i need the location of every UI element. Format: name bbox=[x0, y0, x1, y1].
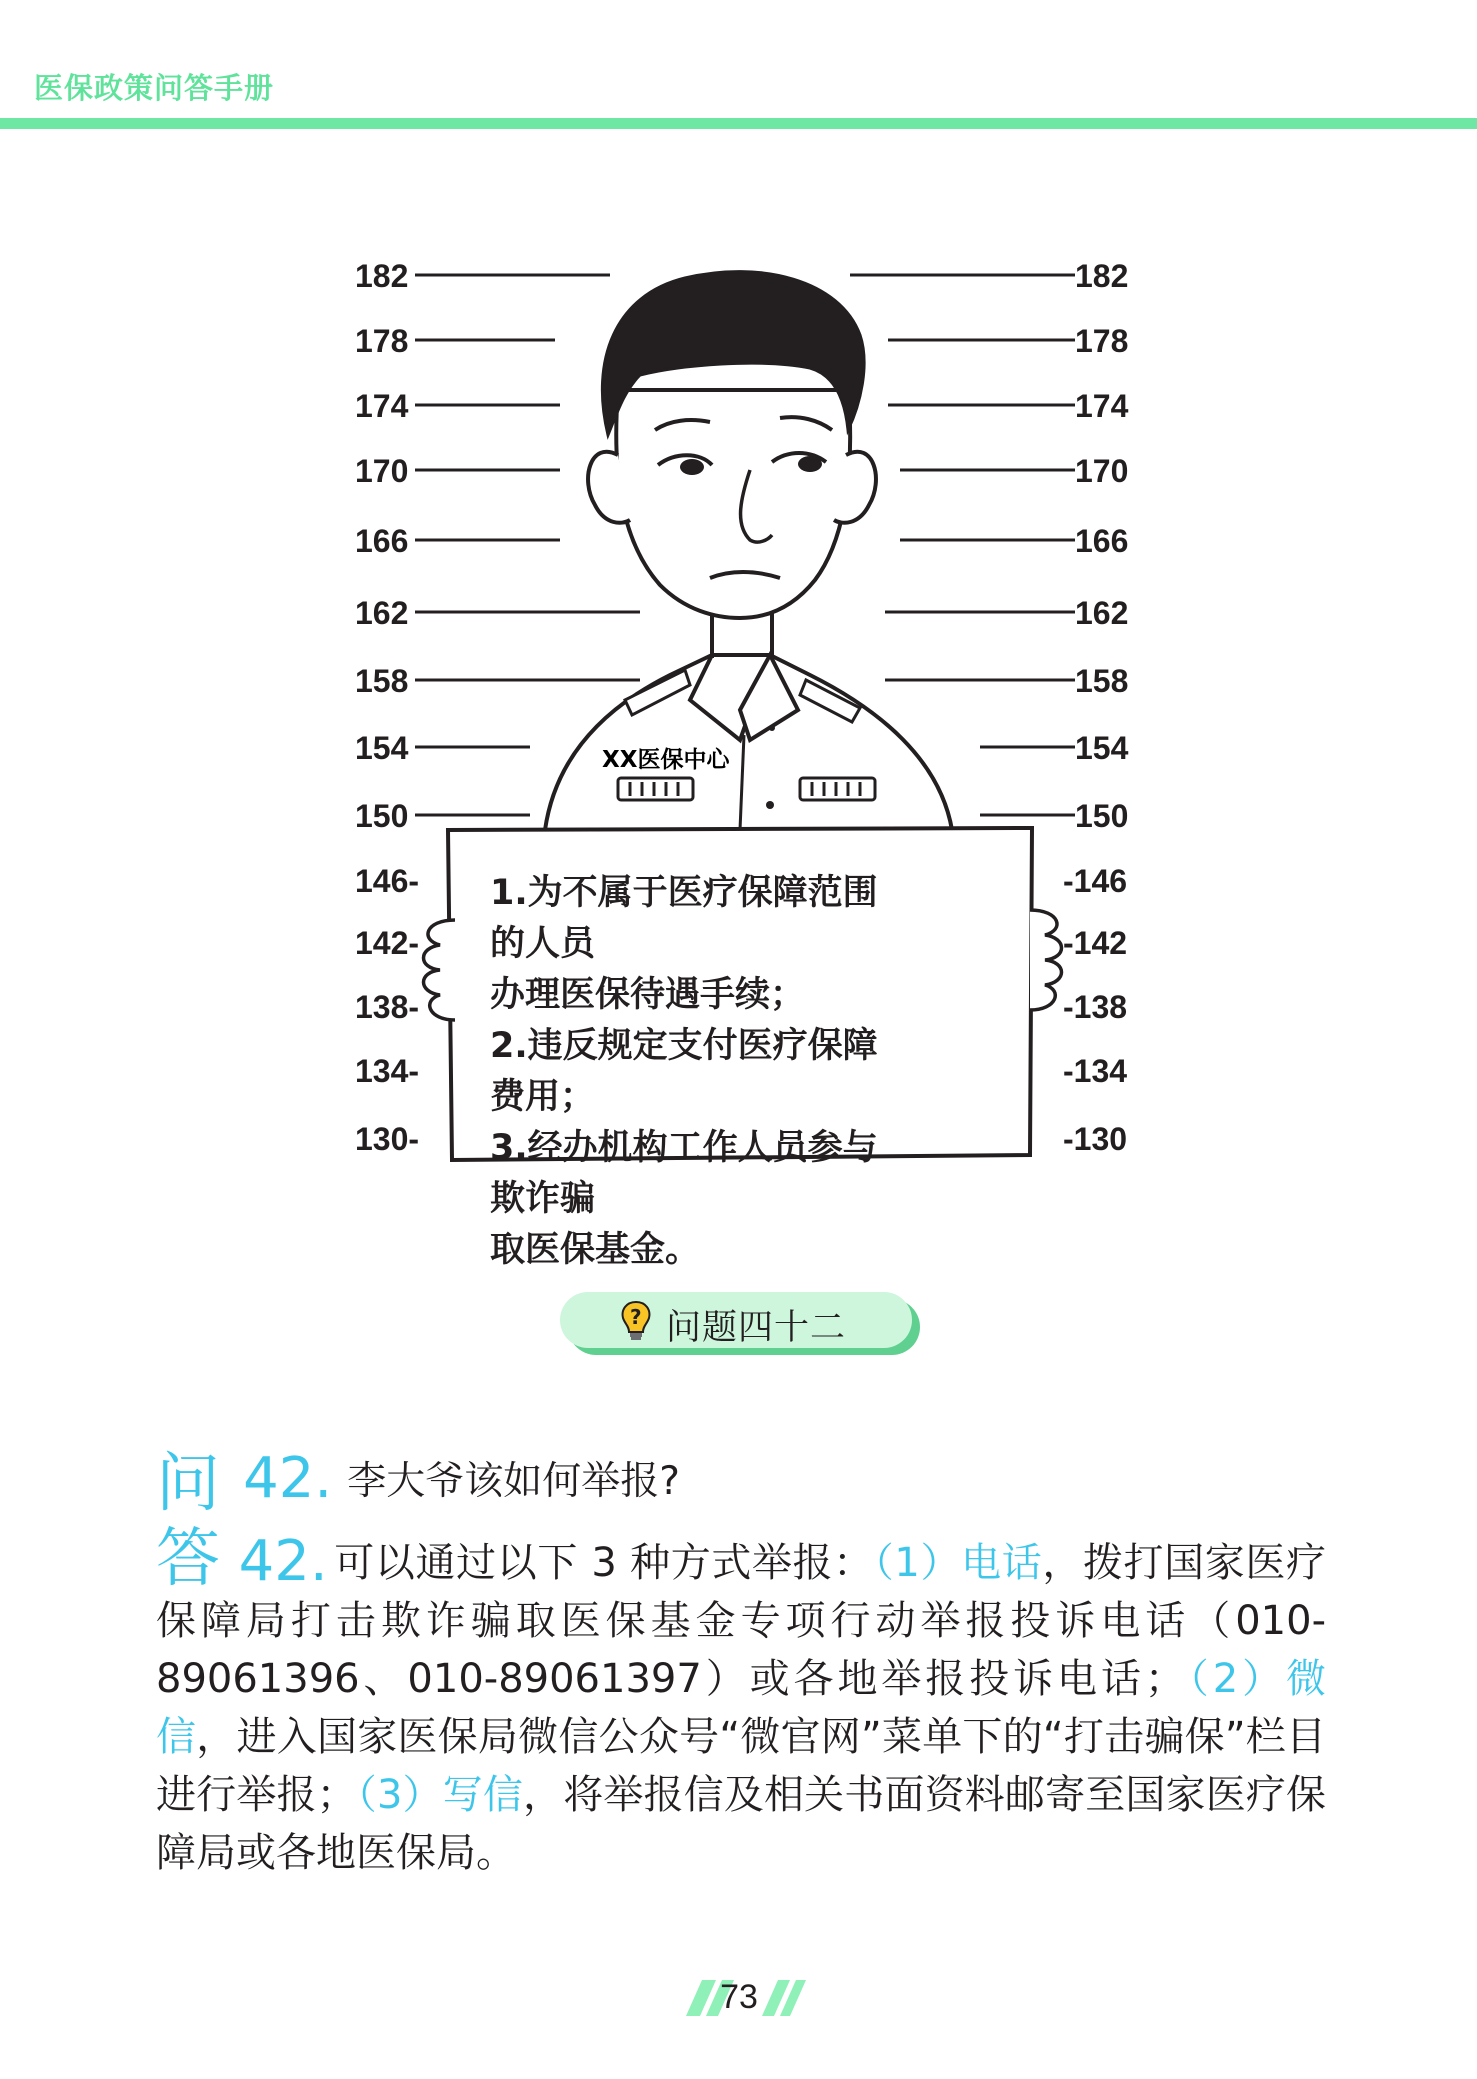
page-number-text: 73 bbox=[720, 1978, 758, 2016]
mugshot-illustration bbox=[340, 240, 1140, 1270]
scale-label-right: 162 bbox=[1075, 595, 1129, 631]
question-text: 李大爷该如何举报? bbox=[347, 1459, 680, 1504]
header-rule bbox=[0, 118, 1477, 129]
scale-label-left: 182 bbox=[355, 258, 409, 294]
scale-label-right: -130 bbox=[1063, 1121, 1128, 1157]
uniform-badge: XX医保中心 bbox=[602, 747, 730, 773]
scale-label-left: 166 bbox=[355, 523, 409, 559]
scale-label-right: -142 bbox=[1063, 925, 1128, 961]
answer-text: ，拨打国家医疗保障局打击欺诈骗取医保基金专项行动举报投诉电话（010-89061396、010-89061397）或各地举报投诉电话； bbox=[156, 1540, 1327, 1702]
scale-label-left: 150 bbox=[355, 798, 409, 834]
question-row bbox=[156, 1432, 680, 1524]
sign-line: 3.经办机构工作人员参与欺诈骗 bbox=[490, 1128, 878, 1219]
scale-label-left: 154 bbox=[355, 730, 409, 766]
scale-labels-right bbox=[1063, 258, 1129, 1157]
question-badge-label: 问题四十二 bbox=[666, 1308, 847, 1348]
scale-label-left: 142- bbox=[355, 925, 420, 961]
answer-method-wechat: （2）微信 bbox=[156, 1656, 1327, 1760]
sign-line: 取医保基金。 bbox=[490, 1230, 701, 1270]
scale-label-left: 178 bbox=[355, 323, 409, 359]
lightbulb-question-icon bbox=[616, 1298, 656, 1342]
answer-method-letter: （3）写信 bbox=[356, 1772, 524, 1818]
scale-label-right: -134 bbox=[1063, 1053, 1128, 1089]
scale-label-right: 158 bbox=[1075, 663, 1129, 699]
question-mark: 问 bbox=[156, 1447, 220, 1521]
scale-label-left: 146- bbox=[355, 863, 420, 899]
sign-text bbox=[490, 868, 890, 1276]
svg-text:?: ? bbox=[630, 1305, 642, 1329]
scale-label-right: 174 bbox=[1075, 388, 1129, 424]
scale-label-right: 182 bbox=[1075, 258, 1129, 294]
question-badge bbox=[560, 1292, 912, 1348]
sign-line: 2.违反规定支付医疗保障费用； bbox=[490, 1026, 878, 1117]
answer-number: 42. bbox=[238, 1529, 328, 1594]
running-title: 医保政策问答手册 bbox=[34, 71, 275, 105]
answer-method-phone: （1）电话 bbox=[873, 1540, 1043, 1586]
answer-mark: 答 bbox=[156, 1522, 221, 1596]
sign-line: 办理医保待遇手续； bbox=[490, 975, 806, 1015]
scale-label-right: 150 bbox=[1075, 798, 1129, 834]
scale-label-left: 130- bbox=[355, 1121, 420, 1157]
page-number bbox=[672, 1976, 806, 2020]
scale-label-right: 178 bbox=[1075, 323, 1129, 359]
answer-text: ，进入国家医保局微信公众号“微官网”菜单下的“打击骗保”栏目进行举报； bbox=[156, 1714, 1327, 1818]
question-number: 42. bbox=[243, 1445, 333, 1511]
scale-label-left: 174 bbox=[355, 388, 409, 424]
scale-label-left: 162 bbox=[355, 595, 409, 631]
face bbox=[616, 390, 850, 618]
scale-label-left: 170 bbox=[355, 453, 409, 489]
scale-label-left: 138- bbox=[355, 989, 420, 1025]
scale-label-right: -146 bbox=[1063, 863, 1128, 899]
answer-text: 可以通过以下 3 种方式举报： bbox=[333, 1540, 874, 1586]
scale-label-right: 154 bbox=[1075, 730, 1129, 766]
scale-label-right: 170 bbox=[1075, 453, 1129, 489]
answer-text: ，将举报信及相关书面资料邮寄至国家医疗保障局或各地医保局。 bbox=[156, 1772, 1327, 1876]
scale-label-left: 134- bbox=[355, 1053, 420, 1089]
scale-label-right: -138 bbox=[1063, 989, 1128, 1025]
scale-labels-left bbox=[355, 258, 419, 1157]
answer-block bbox=[156, 1522, 1327, 1882]
sign-line: 1.为不属于医疗保障范围的人员 bbox=[490, 873, 878, 964]
scale-label-left: 158 bbox=[355, 663, 409, 699]
scale-label-right: 166 bbox=[1075, 523, 1129, 559]
